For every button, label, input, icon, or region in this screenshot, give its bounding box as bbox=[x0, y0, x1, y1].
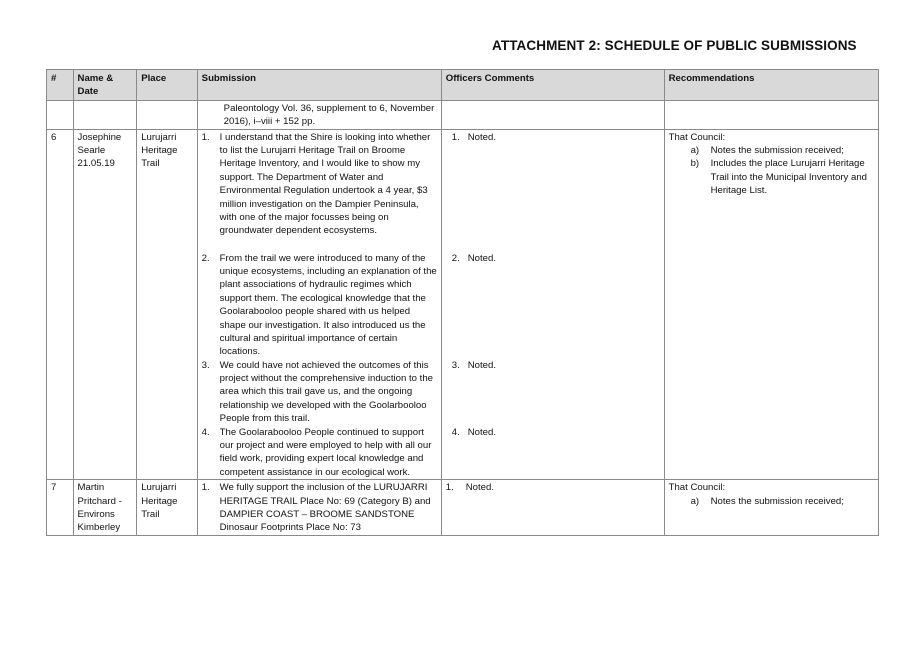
submission-list bbox=[202, 481, 437, 535]
cell-recommendations bbox=[664, 100, 878, 129]
cell-place bbox=[137, 100, 197, 129]
cell-submission bbox=[197, 100, 441, 129]
note-number: 4. bbox=[451, 426, 460, 438]
recommendation-item bbox=[691, 157, 874, 197]
header-officers-comments: Officers Comments bbox=[441, 70, 664, 101]
submission-item bbox=[202, 252, 437, 359]
cell-num bbox=[47, 100, 74, 129]
note-text: Noted. bbox=[467, 252, 497, 264]
item-text: We could have not achieved the outcomes of this project without the comprehensive induction to the area which this trail gave us, and the ongoing relationship we developed with the Goolarbooloo People from this trail. bbox=[219, 359, 433, 425]
submitter-name: Josephine Searle bbox=[77, 131, 122, 157]
recommendation-item bbox=[691, 144, 874, 157]
recommendation-intro: That Council: bbox=[668, 131, 726, 143]
item-text: Includes the place Lurujarri Heritage Trail into the Municipal Inventory and Heritage List. bbox=[710, 158, 868, 197]
item-text: Notes the submission received; bbox=[710, 145, 844, 157]
submissions-table bbox=[46, 69, 879, 536]
item-letter: b) bbox=[690, 158, 700, 170]
note-text: Noted. bbox=[467, 359, 497, 371]
note-number: 1. bbox=[445, 482, 454, 494]
item-letter: a) bbox=[690, 145, 700, 157]
header-submission: Submission bbox=[197, 70, 441, 101]
cell-officers-comments bbox=[441, 480, 664, 536]
submission-date: 21.05.19 bbox=[77, 158, 115, 170]
officer-note bbox=[446, 252, 660, 359]
item-text: From the trail we were introduced to many of the unique ecosystems, including an explanation of the plant associations of hydraulic regimes which support them. The ecological knowledge that the Goolarabooloo people shared with us helped shape our investigation. It also introduced us the cultural and spiritual importance of certain locations. bbox=[219, 252, 437, 358]
submission-continuation-text: Paleontology Vol. 36, supplement to 6, November 2016), i–viii + 152 pp. bbox=[223, 102, 435, 128]
officer-note bbox=[446, 131, 660, 252]
officer-note bbox=[446, 481, 660, 494]
cell-recommendations bbox=[664, 480, 878, 536]
document-title: ATTACHMENT 2: SCHEDULE OF PUBLIC SUBMISSIONS bbox=[492, 38, 857, 53]
submission-item bbox=[202, 359, 437, 426]
header-place: Place bbox=[137, 70, 197, 101]
submission-item bbox=[202, 426, 437, 480]
table-row bbox=[47, 480, 879, 536]
item-letter: a) bbox=[690, 495, 700, 507]
item-number: 1. bbox=[201, 131, 210, 143]
submission-list bbox=[202, 131, 437, 480]
cell-submission bbox=[197, 129, 441, 480]
cell-name-date bbox=[73, 129, 137, 480]
note-text: Noted. bbox=[467, 131, 497, 143]
cell-place: Lurujarri Heritage Trail bbox=[137, 129, 197, 480]
recommendation-item bbox=[691, 495, 874, 508]
table-header-row bbox=[47, 70, 879, 101]
item-text: Notes the submission received; bbox=[710, 495, 844, 507]
recommendation-intro: That Council: bbox=[668, 482, 726, 494]
note-number: 3. bbox=[451, 359, 460, 371]
item-number: 1. bbox=[201, 482, 210, 494]
table-row-continuation bbox=[47, 100, 879, 129]
cell-recommendations bbox=[664, 129, 878, 480]
item-text: The Goolarabooloo People continued to support our project and were employed to help with all our field work, providing expert local knowledge and competent assistance in our ecological work. bbox=[219, 426, 432, 478]
header-num: # bbox=[47, 70, 74, 101]
note-number: 2. bbox=[451, 252, 460, 264]
item-text: I understand that the Shire is looking into whether to list the Lurujarri Heritage Trail on Broome Heritage Inventory, and I would like to show my support. The Department of Water and Environmental Regulation undertook a 4 year, $3 million investigation on the Dampier Peninsula, with one of the major focusses being on groundwater dependent ecosystems. bbox=[219, 131, 431, 237]
item-number: 4. bbox=[201, 426, 210, 438]
item-text: We fully support the inclusion of the LURUJARRI HERITAGE TRAIL Place No: 69 (Category B) and DAMPIER COAST – BROOME SANDSTONE Dinosaur Footprints Place No: 73 bbox=[219, 482, 431, 534]
cell-name-date: Martin Pritchard - Environs Kimberley bbox=[73, 480, 137, 536]
note-number: 1. bbox=[451, 131, 460, 143]
recommendation-list bbox=[669, 495, 874, 508]
item-number: 3. bbox=[201, 359, 210, 371]
table-row bbox=[47, 129, 879, 480]
cell-name bbox=[73, 100, 137, 129]
cell-submission bbox=[197, 480, 441, 536]
cell-num: 7 bbox=[47, 480, 74, 536]
officer-note bbox=[446, 426, 660, 439]
cell-num: 6 bbox=[47, 129, 74, 480]
cell-officers bbox=[441, 100, 664, 129]
note-text: Noted. bbox=[465, 482, 495, 494]
cell-place: Lurujarri Heritage Trail bbox=[137, 480, 197, 536]
cell-officers-comments bbox=[441, 129, 664, 480]
header-name-date: Name & Date bbox=[73, 70, 137, 101]
officer-note bbox=[446, 359, 660, 426]
submission-item bbox=[202, 131, 437, 252]
note-text: Noted. bbox=[467, 426, 497, 438]
item-number: 2. bbox=[201, 252, 210, 264]
recommendation-list bbox=[669, 144, 874, 198]
header-recommendations: Recommendations bbox=[664, 70, 878, 101]
submission-item bbox=[202, 481, 437, 535]
